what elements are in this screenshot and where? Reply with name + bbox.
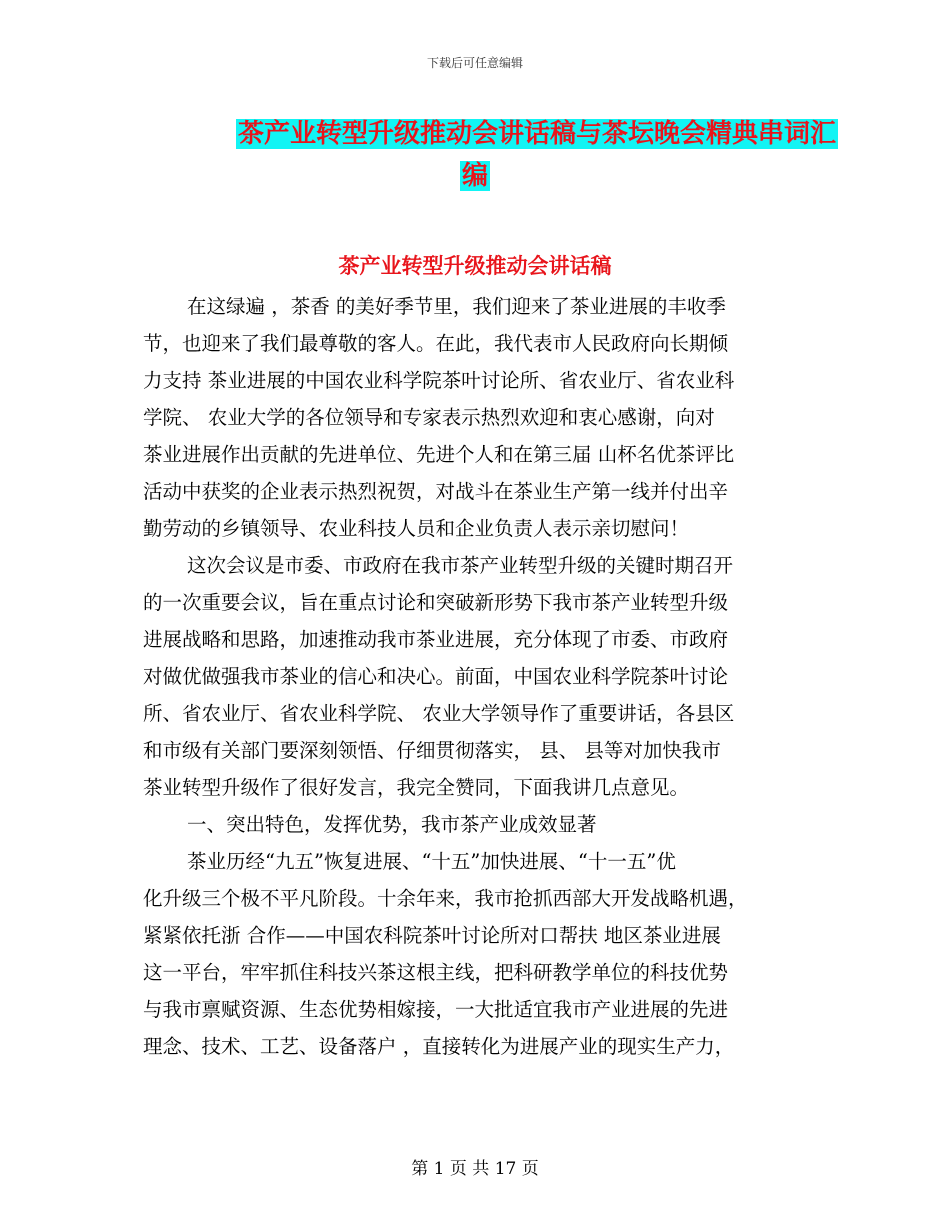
text-line: 这次会议是市委、市政府在我市茶产业转型升级的关键时期召开 [187, 554, 734, 577]
text-line: 进展战略和思路，加速推动我市茶业进展，充分体现了市委、市政府 [143, 628, 729, 651]
text-line: 茶业进展作出贡献的先进单位、先进个人和在第三届 山杯名优茶评比 [143, 443, 735, 466]
text-line: 茶业历经“九五”恢复进展、“十五”加快进展、“十一五”优 [187, 850, 676, 873]
text-line: 化升级三个极不平凡阶段。十余年来，我市抢抓西部大开发战略机遇， [143, 887, 748, 910]
text-line: 与我市禀赋资源、生态优势相嫁接，一大批适宜我市产业进展的先进 [143, 998, 729, 1021]
body-text [143, 288, 823, 1065]
text-line: 的一次重要会议，旨在重点讨论和突破新形势下我市茶产业转型升级 [143, 591, 729, 614]
text-line: 节，也迎来了我们最尊敬的客人。在此，我代表市人民政府向长期倾 [143, 332, 729, 355]
text-line: 对做优做强我市茶业的信心和决心。前面，中国农业科学院茶叶讨论 [143, 665, 729, 688]
main-title-line-1 [62, 113, 950, 150]
text-line: 力支持 茶业进展的中国农业科学院茶叶讨论所、省农业厅、省农业科 [143, 369, 735, 392]
text-line: 理念、技术、工艺、设备落户 ，直接转化为进展产业的现实生产力， [143, 1035, 735, 1058]
text-line: 这一平台，牢牢抓住科技兴茶这根主线，把科研教学单位的科技优势 [143, 961, 729, 984]
main-title-text-2: 编 [461, 161, 488, 191]
text-line: 所、省农业厅、省农业科学院、 农业大学领导作了重要讲话，各县区 [143, 702, 735, 725]
text-line: 勤劳动的乡镇领导、农业科技人员和企业负责人表示亲切慰问！ [143, 517, 690, 540]
text-line: 和市级有关部门要深刻领悟、仔细贯彻落实， 县、 县等对加快我市 [143, 739, 721, 762]
section-heading: 一、突出特色，发挥优势，我市茶产业成效显著 [187, 813, 597, 836]
main-title-text-1: 茶产业转型升级推动会讲话稿与茶坛晚会精典串词汇 [237, 119, 836, 149]
text-line: 紧紧依托浙 合作——中国农科院茶叶讨论所对口帮扶 地区茶业进展 [143, 924, 721, 947]
section-title: 茶产业转型升级推动会讲话稿 [338, 254, 612, 278]
header-note: 下载后可任意编辑 [426, 56, 523, 70]
main-title-line-2 [0, 155, 950, 192]
text-line: 活动中获奖的企业表示热烈祝贺，对战斗在茶业生产第一线并付出辛 [143, 480, 729, 503]
text-line: 茶业转型升级作了很好发言，我完全赞同，下面我讲几点意见。 [143, 776, 690, 799]
page-footer: 第 1 页 共 17 页 [411, 1159, 539, 1179]
text-line: 学院、 农业大学的各位领导和专家表示热烈欢迎和衷心感谢，向对 [143, 406, 715, 429]
text-line: 在这绿遍 ，茶香 的美好季节里，我们迎来了茶业进展的丰收季 [187, 295, 726, 318]
